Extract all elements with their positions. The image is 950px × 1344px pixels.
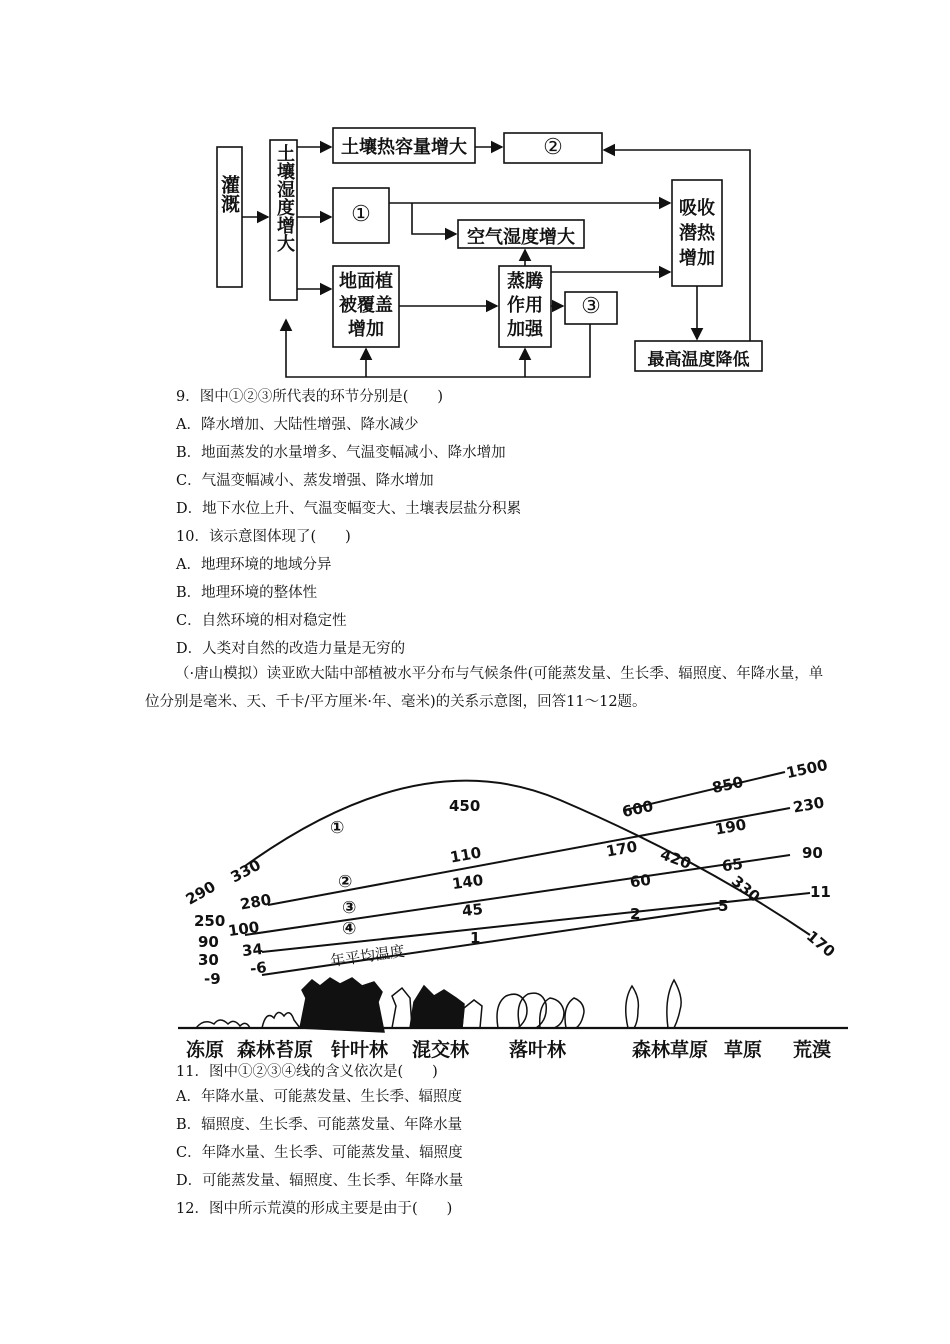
curve1-label: ① [330,818,345,838]
curve1-value-290: 290 [182,877,219,909]
line2-value-280: 280 [238,890,273,914]
heat-absorb-line3: 增加 [679,248,715,269]
temp-value-1: 1 [470,929,481,947]
label-irrigation: 灌溉 [218,175,240,213]
question-12: 12．图中所示荒漠的形成主要是由于( ) [176,1201,453,1217]
zone-forest-steppe: 森林草原 [632,1039,709,1061]
left-label-90: 90 [198,933,219,951]
vegetation-line3: 增加 [348,319,384,340]
left-label-30: 30 [198,951,219,969]
question-11-option-a: A．年降水量、可能蒸发量、生长季、辐照度 [176,1089,462,1105]
question-9-option-a: A．降水增加、大陆性增强、降水减少 [176,417,419,433]
evaporation-line1: 蒸腾 [507,271,543,292]
top-line-value-850: 850 [710,772,745,798]
zone-steppe: 草原 [724,1039,763,1061]
label-soil-heat: 土壤热容量增大 [341,137,467,158]
line4-label: ④ [342,919,357,939]
line3-value-90: 90 [802,844,823,862]
curve1-value-330: 330 [227,855,264,887]
question-11-option-b: B．辐照度、生长季、可能蒸发量、年降水量 [176,1117,463,1133]
line3-value-60: 60 [628,870,653,892]
vegetation-line1: 地面植 [339,271,393,292]
line4-value-45: 45 [461,899,484,921]
label-blank3: ③ [581,294,601,319]
question-10-option-c: C．自然环境的相对稳定性 [176,613,347,629]
top-line-value-600: 600 [620,796,655,822]
line2-value-190: 190 [713,815,748,839]
line3-value-100: 100 [226,917,261,941]
line3-label: ③ [342,898,357,918]
zone-desert: 荒漠 [793,1039,832,1061]
question-11: 11．图中①②③④线的含义依次是( ) [176,1064,438,1080]
curve1-value-170: 170 [802,927,839,961]
question-11-option-d: D．可能蒸发量、辐照度、生长季、年降水量 [176,1173,464,1189]
curve1-value-420: 420 [657,845,694,873]
label-soil-moisture: 土壤湿度增大 [274,144,295,252]
question-9-option-d: D．地下水位上升、气温变幅变大、土壤表层盐分积累 [176,501,522,517]
zone-mixed: 混交林 [412,1039,470,1061]
label-max-temp: 最高温度降低 [647,350,750,370]
line3-value-140: 140 [450,870,485,894]
zone-coniferous: 针叶林 [331,1039,389,1061]
label-blank2: ② [543,135,563,160]
curve1-value-450: 450 [449,797,481,815]
line2-value-110: 110 [448,843,483,867]
label-blank1: ① [351,202,371,227]
line3-value-65: 65 [720,854,745,876]
evaporation-line2: 作用 [507,295,543,316]
top-line-value-1500: 1500 [784,755,830,783]
intro-paragraph: （·唐山模拟）读亚欧大陆中部植被水平分布与气候条件(可能蒸发量、生长季、辐照度、年降水量，单位分别是毫米、天、千卡/平方厘米·年、毫米)的关系示意图，回答11～12题。 [145,666,824,710]
label-air-humidity: 空气湿度增大 [467,227,575,248]
curve1-value-330b: 330 [727,872,764,906]
line4-value-34: 34 [241,939,264,961]
question-9-option-c: C．气温变幅减小、蒸发增强、降水增加 [176,473,434,489]
heat-absorb-line1: 吸收 [679,198,715,219]
question-10-option-a: A．地理环境的地域分异 [176,557,332,573]
temp-line-caption: 年平均温度 [329,941,406,971]
left-label-minus9: -9 [204,970,221,988]
vegetation-line2: 被覆盖 [339,295,393,316]
line4-value-5: 5 [718,897,729,915]
question-10-option-b: B．地理环境的整体性 [176,585,318,601]
question-10-option-d: D．人类对自然的改造力量是无穷的 [176,641,406,657]
question-11-option-c: C．年降水量、生长季、可能蒸发量、辐照度 [176,1145,463,1161]
question-10: 10．该示意图体现了( ) [176,529,351,545]
evaporation-line3: 加强 [507,319,543,340]
left-label-250: 250 [194,912,226,930]
zone-forest-tundra: 森林苔原 [237,1039,314,1061]
temp-value-minus6: -6 [249,958,268,978]
zone-tundra: 冻原 [186,1039,225,1061]
line4-value-11: 11 [810,883,831,901]
line2-value-170: 170 [604,837,639,861]
heat-absorb-line2: 潜热 [679,223,715,244]
line4-value-2: 2 [630,905,641,923]
line2-label: ② [338,872,353,892]
line2-value-230: 230 [791,793,826,817]
zone-deciduous: 落叶林 [509,1039,567,1061]
question-9: 9．图中①②③所代表的环节分别是( ) [176,389,444,405]
question-9-option-b: B．地面蒸发的水量增多、气温变幅减小、降水增加 [176,445,506,461]
